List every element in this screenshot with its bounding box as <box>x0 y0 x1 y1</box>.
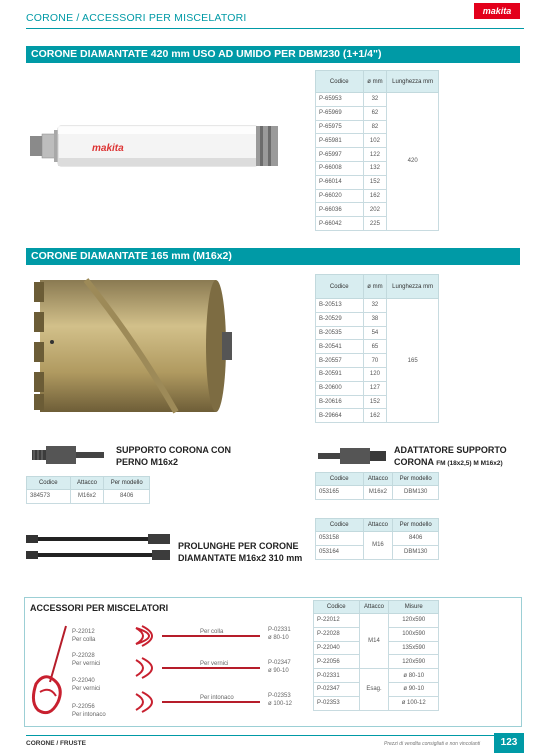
table-row: B-20541 65 <box>316 340 439 354</box>
table-row: B-29664 162 <box>316 409 439 423</box>
table-row: B-20591 120 <box>316 367 439 381</box>
table-row: P-02353 ø 100-12 <box>314 696 439 710</box>
table-row: B-20535 54 <box>316 326 439 340</box>
table-row: P-02331 Esag. ø 80-10 <box>314 669 439 683</box>
whisk-mixer-image <box>132 622 262 714</box>
table-row: P-22040 135x590 <box>314 641 439 655</box>
gold-diamond-core-image <box>26 272 232 420</box>
svg-text:makita: makita <box>92 143 124 154</box>
section-bar-corone-420: CORONE DIAMANTATE 420 mm USO AD UMIDO PER DBM230 (1+1/4") <box>26 46 520 63</box>
header-divider <box>26 28 524 29</box>
table-row: P-22028 100x590 <box>314 627 439 641</box>
white-diamond-core-image <box>28 118 280 174</box>
table-prolunghe: Codice Attacco Per modello 053158 M16 8406 053164 DBM130 <box>315 518 439 560</box>
whisk-code: P-02347 ø 90-10 <box>268 660 291 674</box>
section-bar-corone-165: CORONE DIAMANTATE 165 mm (M16x2) <box>26 248 520 265</box>
mixer-label: P-22028 Per vernici <box>72 653 101 667</box>
table-row: P-66020 162 <box>316 189 439 203</box>
table-row: B-20557 70 <box>316 354 439 368</box>
table-row: P-65981 102 <box>316 134 439 148</box>
table-row: P-66042 225 <box>316 217 439 231</box>
whisk-code: P-02331 ø 80-10 <box>268 627 291 641</box>
mixer-paddle-image <box>30 622 70 724</box>
whisk-label: Per colla <box>200 629 224 635</box>
table-row: P-02347 ø 90-10 <box>314 682 439 696</box>
whisk-code: P-02353 ø 100-12 <box>268 693 293 707</box>
table-row: P-65969 62 <box>316 106 439 120</box>
table-row: 384573 M16x2 8406 <box>27 490 150 504</box>
adattatore-image <box>316 446 388 466</box>
supporto-title: SUPPORTO CORONA CON PERNO M16x2 <box>116 445 232 467</box>
whisk-label: Per intonaco <box>200 695 234 701</box>
table-row: 053158 M16 8406 <box>316 532 439 546</box>
col-diametro: ø mm <box>363 71 387 93</box>
table-row: B-20529 38 <box>316 312 439 326</box>
table-row: 053165 M16x2 DBM130 <box>316 486 439 500</box>
col-codice: Codice <box>316 71 364 93</box>
table-supporto: Codice Attacco Per modello 384573 M16x2 8406 <box>26 476 150 504</box>
table-row: P-65953 32 420 <box>316 93 439 107</box>
table-row: P-22056 120x590 <box>314 655 439 669</box>
table-adattatore: Codice Attacco Per modello 053165 M16x2 DBM130 <box>315 472 439 500</box>
table-row: P-65997 122 <box>316 148 439 162</box>
mixer-label: P-22040 Per vernici <box>72 678 101 692</box>
prolunghe-title: PROLUNGHE PER CORONE DIAMANTATE M16x2 310 mm <box>178 541 303 563</box>
supporto-image <box>30 440 106 468</box>
table-corone-420 <box>315 70 439 231</box>
length-value: 420 <box>387 93 439 231</box>
makita-logo: makita <box>474 3 520 19</box>
page-number: 123 <box>494 733 524 753</box>
table-row: 053164 DBM130 <box>316 545 439 559</box>
footer-disclaimer: Prezzi di vendita consigliati e non vincolanti <box>384 741 481 747</box>
page-title: CORONE / ACCESSORI PER MISCELATORI <box>26 12 247 24</box>
table-corone-165: Codice ø mm Lunghezza mm B-20513 32 165 B-20529 38 B-20535 54 B-20541 65 B-20557 70 B-20591 120 B-20600 127 B-20616 152 B-29664 162 <box>315 274 439 423</box>
table-row: B-20616 152 <box>316 395 439 409</box>
table-row: B-20600 127 <box>316 381 439 395</box>
mixer-label: P-22056 Per intonaco <box>72 704 106 718</box>
accessori-title: ACCESSORI PER MISCELATORI <box>30 603 169 613</box>
table-row: B-20513 32 165 <box>316 299 439 313</box>
col-lunghezza: Lunghezza mm <box>387 71 439 93</box>
mixer-label: P-22012 Per colla <box>72 629 96 643</box>
table-accessori: Codice Attacco Misure P-22012 M14 120x590 P-22028 100x590 P-22040 135x590 P-22056 120x590 P-02331 Esag. ø 80-10 P-02347 ø 90-10 P-02353 ø 100-12 <box>313 600 439 711</box>
table-row: P-66008 132 <box>316 161 439 175</box>
footer-divider <box>26 735 496 736</box>
length-value: 165 <box>387 299 439 423</box>
table-row: P-66014 152 <box>316 175 439 189</box>
prolunghe-image <box>24 532 172 562</box>
table-row: P-65975 82 <box>316 120 439 134</box>
footer-section-name: CORONE / FRUSTE <box>26 740 86 747</box>
adattatore-title: ADATTATORE SUPPORTO CORONA FM (18x2,5) M M16x2) <box>394 445 507 467</box>
table-row: P-66036 202 <box>316 203 439 217</box>
table-row: P-22012 M14 120x590 <box>314 614 439 628</box>
whisk-label: Per vernici <box>200 661 229 667</box>
